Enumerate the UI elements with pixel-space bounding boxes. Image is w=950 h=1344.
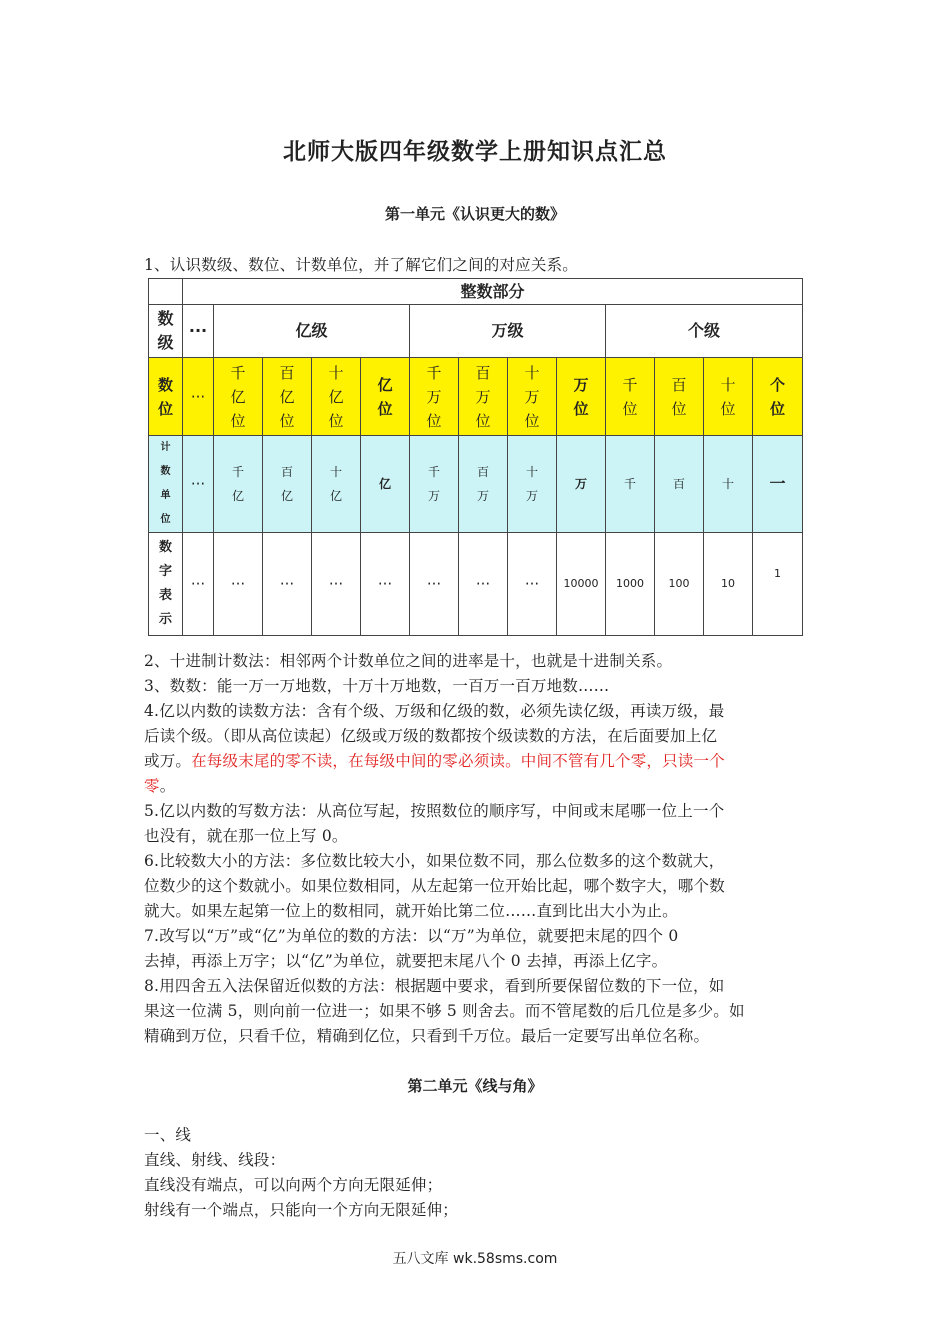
unit-cell: 百亿 [263, 436, 312, 533]
row-label-place: 数位 [149, 358, 183, 436]
place-cell: 亿位 [361, 358, 410, 436]
place-cell: 百位 [655, 358, 704, 436]
place-cell: 千位 [606, 358, 655, 436]
item4-emphasis-end: 零 [144, 777, 160, 795]
unit2-section-line: 一、线 [144, 1126, 192, 1144]
place-cell: 百亿位 [263, 358, 312, 436]
row-label-unit: 计数单位 [149, 436, 183, 533]
table-corner [149, 279, 183, 305]
digit-cell: 10000 [557, 533, 606, 636]
unit1-item5-line1: 5.亿以内数的写数方法：从高位写起，按照数位的顺序写，中间或末尾哪一位上一个 [144, 802, 725, 820]
place-cell: 个位 [753, 358, 803, 436]
unit-cell: 十亿 [312, 436, 361, 533]
unit1-item6-line3: 就大。如果左起第一位上的数相同，就开始比第二位……直到比出大小为止。 [144, 902, 678, 920]
unit1-item1: 1、认识数级、数位、计数单位，并了解它们之间的对应关系。 [144, 256, 578, 274]
digit-cell: 10 [704, 533, 753, 636]
unit2-straight-line: 直线没有端点，可以向两个方向无限延伸； [144, 1176, 443, 1194]
unit1-item4-line3 [144, 749, 814, 773]
unit1-item8-line2: 果这一位满 5，则向前一位进一；如果不够 5 则舍去。而不管尾数的后几位是多少。如 [144, 1002, 745, 1020]
item4-period: 。 [159, 777, 176, 795]
place-cell: 百万位 [459, 358, 508, 436]
place-cell: 十万位 [508, 358, 557, 436]
unit-cell: 百万 [459, 436, 508, 533]
digit-cell: 1 [753, 533, 803, 636]
unit1-item6-line1: 6.比较数大小的方法：多位数比较大小，如果位数不同，那么位数多的这个数就大， [144, 852, 725, 870]
unit-cell: 一 [753, 436, 803, 533]
level-ellipsis: ··· [183, 305, 214, 358]
unit-cell: 万 [557, 436, 606, 533]
footer-watermark: 五八文库 wk.58sms.com [392, 1251, 558, 1267]
unit-cell: 百 [655, 436, 704, 533]
digit-cell: ··· [312, 533, 361, 636]
item4-text: 或万。 [144, 752, 192, 770]
row-label-digit: 数字表示 [149, 533, 183, 636]
digit-cell: ··· [459, 533, 508, 636]
unit1-item8-line1: 8.用四舍五入法保留近似数的方法：根据题中要求，看到所要保留位数的下一位，如 [144, 977, 725, 995]
place-cell: 千亿位 [214, 358, 263, 436]
unit-ellipsis: ··· [183, 436, 214, 533]
digit-cell: ··· [214, 533, 263, 636]
unit1-item4-line2: 后读个级。（即从高位读起）亿级或万级的数都按个级读数的方法，在后面要加上亿 [144, 727, 718, 745]
unit1-item7-line2: 去掉，再添上万字；以“亿”为单位，就要把末尾八个 0 去掉，再添上亿字。 [144, 952, 668, 970]
page-title: 北师大版四年级数学上册知识点汇总 [283, 139, 667, 165]
digit-cell: ··· [508, 533, 557, 636]
place-cell: 十位 [704, 358, 753, 436]
unit1-item6-line2: 位数少的这个数就小。如果位数相同，从左起第一位开始比起，哪个数字大，哪个数 [144, 877, 725, 895]
digit-ellipsis: ··· [183, 533, 214, 636]
place-value-table [148, 278, 803, 636]
level-wan: 万级 [410, 305, 606, 358]
unit1-item7-line1: 7.改写以“万”或“亿”为单位的数的方法：以“万”为单位，就要把末尾的四个 0 [144, 927, 679, 945]
unit-cell: 十 [704, 436, 753, 533]
unit2-ray: 射线有一个端点，只能向一个方向无限延伸； [144, 1201, 459, 1219]
digit-cell: 100 [655, 533, 704, 636]
digit-cell: ··· [263, 533, 312, 636]
unit1-item5-line2: 也没有，就在那一位上写 0。 [144, 827, 348, 845]
digit-cell: 1000 [606, 533, 655, 636]
item4-emphasis: 在每级末尾的零不读，在每级中间的零必须读。中间不管有几个零，只读一个 [191, 752, 725, 770]
unit1-item4-line1: 4.亿以内数的读数方法：含有个级、万级和亿级的数，必须先读亿级，再读万级，最 [144, 702, 725, 720]
digit-cell: ··· [410, 533, 459, 636]
row-label-level: 数级 [149, 305, 183, 358]
unit2-title: 第二单元《线与角》 [407, 1077, 543, 1095]
level-ge: 个级 [606, 305, 803, 358]
level-yi: 亿级 [214, 305, 410, 358]
unit-cell: 十万 [508, 436, 557, 533]
place-ellipsis: ··· [183, 358, 214, 436]
place-cell: 十亿位 [312, 358, 361, 436]
unit2-line-types: 直线、射线、线段： [144, 1151, 286, 1169]
unit-cell: 亿 [361, 436, 410, 533]
unit-cell: 千亿 [214, 436, 263, 533]
unit1-item2: 2、十进制计数法：相邻两个计数单位之间的进率是十，也就是十进制关系。 [144, 652, 673, 670]
unit1-title: 第一单元《认识更大的数》 [384, 205, 565, 223]
place-cell: 千万位 [410, 358, 459, 436]
unit1-item4-line4 [144, 774, 814, 798]
unit-cell: 千 [606, 436, 655, 533]
unit1-item8-line3: 精确到万位，只看千位，精确到亿位，只看到千万位。最后一定要写出单位名称。 [144, 1027, 710, 1045]
place-cell: 万位 [557, 358, 606, 436]
integer-part-header: 整数部分 [183, 279, 803, 305]
unit1-item3: 3、数数：能一万一万地数，十万十万地数，一百万一百万地数…… [144, 677, 610, 695]
digit-cell: ··· [361, 533, 410, 636]
unit-cell: 千万 [410, 436, 459, 533]
